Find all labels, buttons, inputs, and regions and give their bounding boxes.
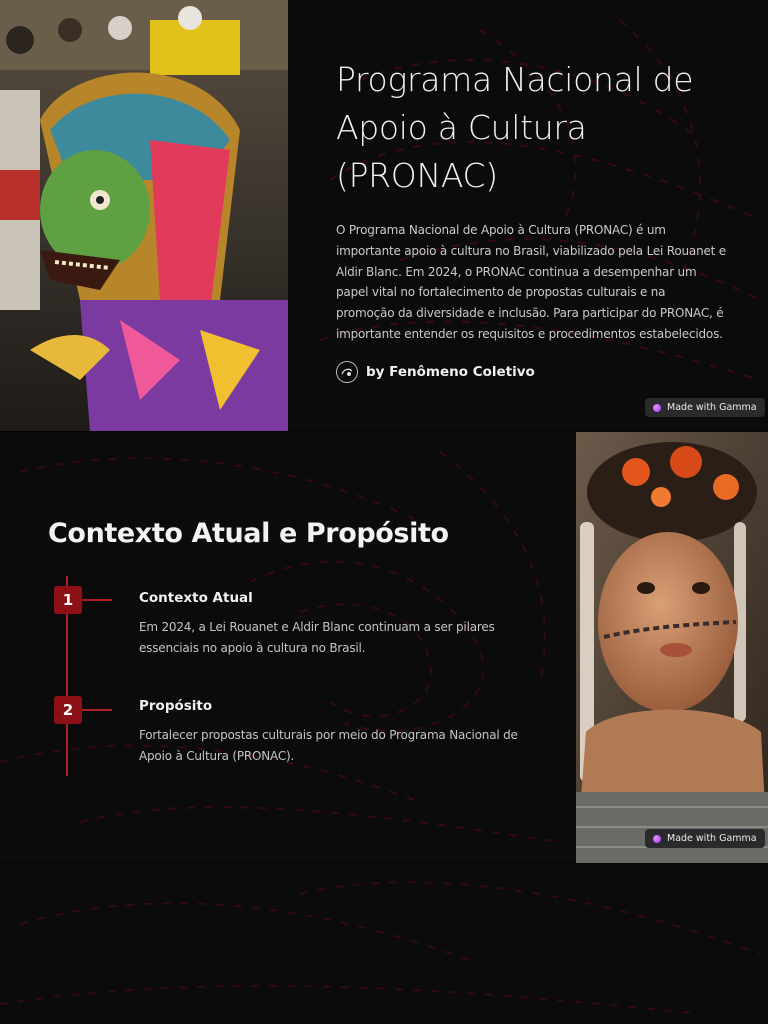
gamma-logo-icon bbox=[653, 404, 661, 412]
step-2-connector bbox=[82, 709, 112, 711]
slide-1-content bbox=[336, 56, 726, 383]
badge-label: Made with Gamma bbox=[667, 402, 757, 413]
badge-label: Made with Gamma bbox=[667, 833, 757, 844]
step-2-title: Propósito bbox=[139, 698, 213, 714]
step-1-connector bbox=[82, 599, 112, 601]
slide-1-body: O Programa Nacional de Apoio à Cultura (PRONAC) é um importante apoio à cultura no Brasil, viabilizado pela Lei Rouanet e Aldir Blanc. Em 2024, o PRONAC continua a desempenhar um papel vital no fortalecimento de propostas culturais e na promoção da diversidade e inclusão. Para participar do PRONAC, é importante entender os requisitos e procedimentos estabelecidos. bbox=[336, 223, 726, 341]
step-2-number: 2 bbox=[54, 696, 82, 724]
author-row bbox=[336, 361, 726, 383]
step-1-number: 1 bbox=[54, 586, 82, 614]
slide-3 bbox=[0, 864, 768, 1024]
step-2-text: Fortalecer propostas culturais por meio do Programa Nacional de Apoio à Cultura (PRONAC). bbox=[139, 728, 518, 763]
author-avatar-icon bbox=[336, 361, 358, 383]
indigenous-child-image bbox=[576, 432, 768, 864]
step-1-title: Contexto Atual bbox=[139, 590, 253, 606]
background-swirl-pattern bbox=[0, 864, 768, 1024]
made-with-gamma-badge[interactable] bbox=[645, 829, 765, 848]
made-with-gamma-badge[interactable] bbox=[645, 398, 765, 417]
slide-1 bbox=[0, 0, 768, 432]
step-1-text: Em 2024, a Lei Rouanet e Aldir Blanc continuam a ser pilares essenciais no apoio à cultura no Brasil. bbox=[139, 620, 495, 655]
slide-1-title: Programa Nacional de Apoio à Cultura (PRONAC) bbox=[336, 60, 694, 195]
carnival-mask-image bbox=[0, 0, 288, 432]
gamma-logo-icon bbox=[653, 835, 661, 843]
author-name: by Fenômeno Coletivo bbox=[366, 363, 535, 380]
slide-2-title: Contexto Atual e Propósito bbox=[48, 518, 449, 549]
